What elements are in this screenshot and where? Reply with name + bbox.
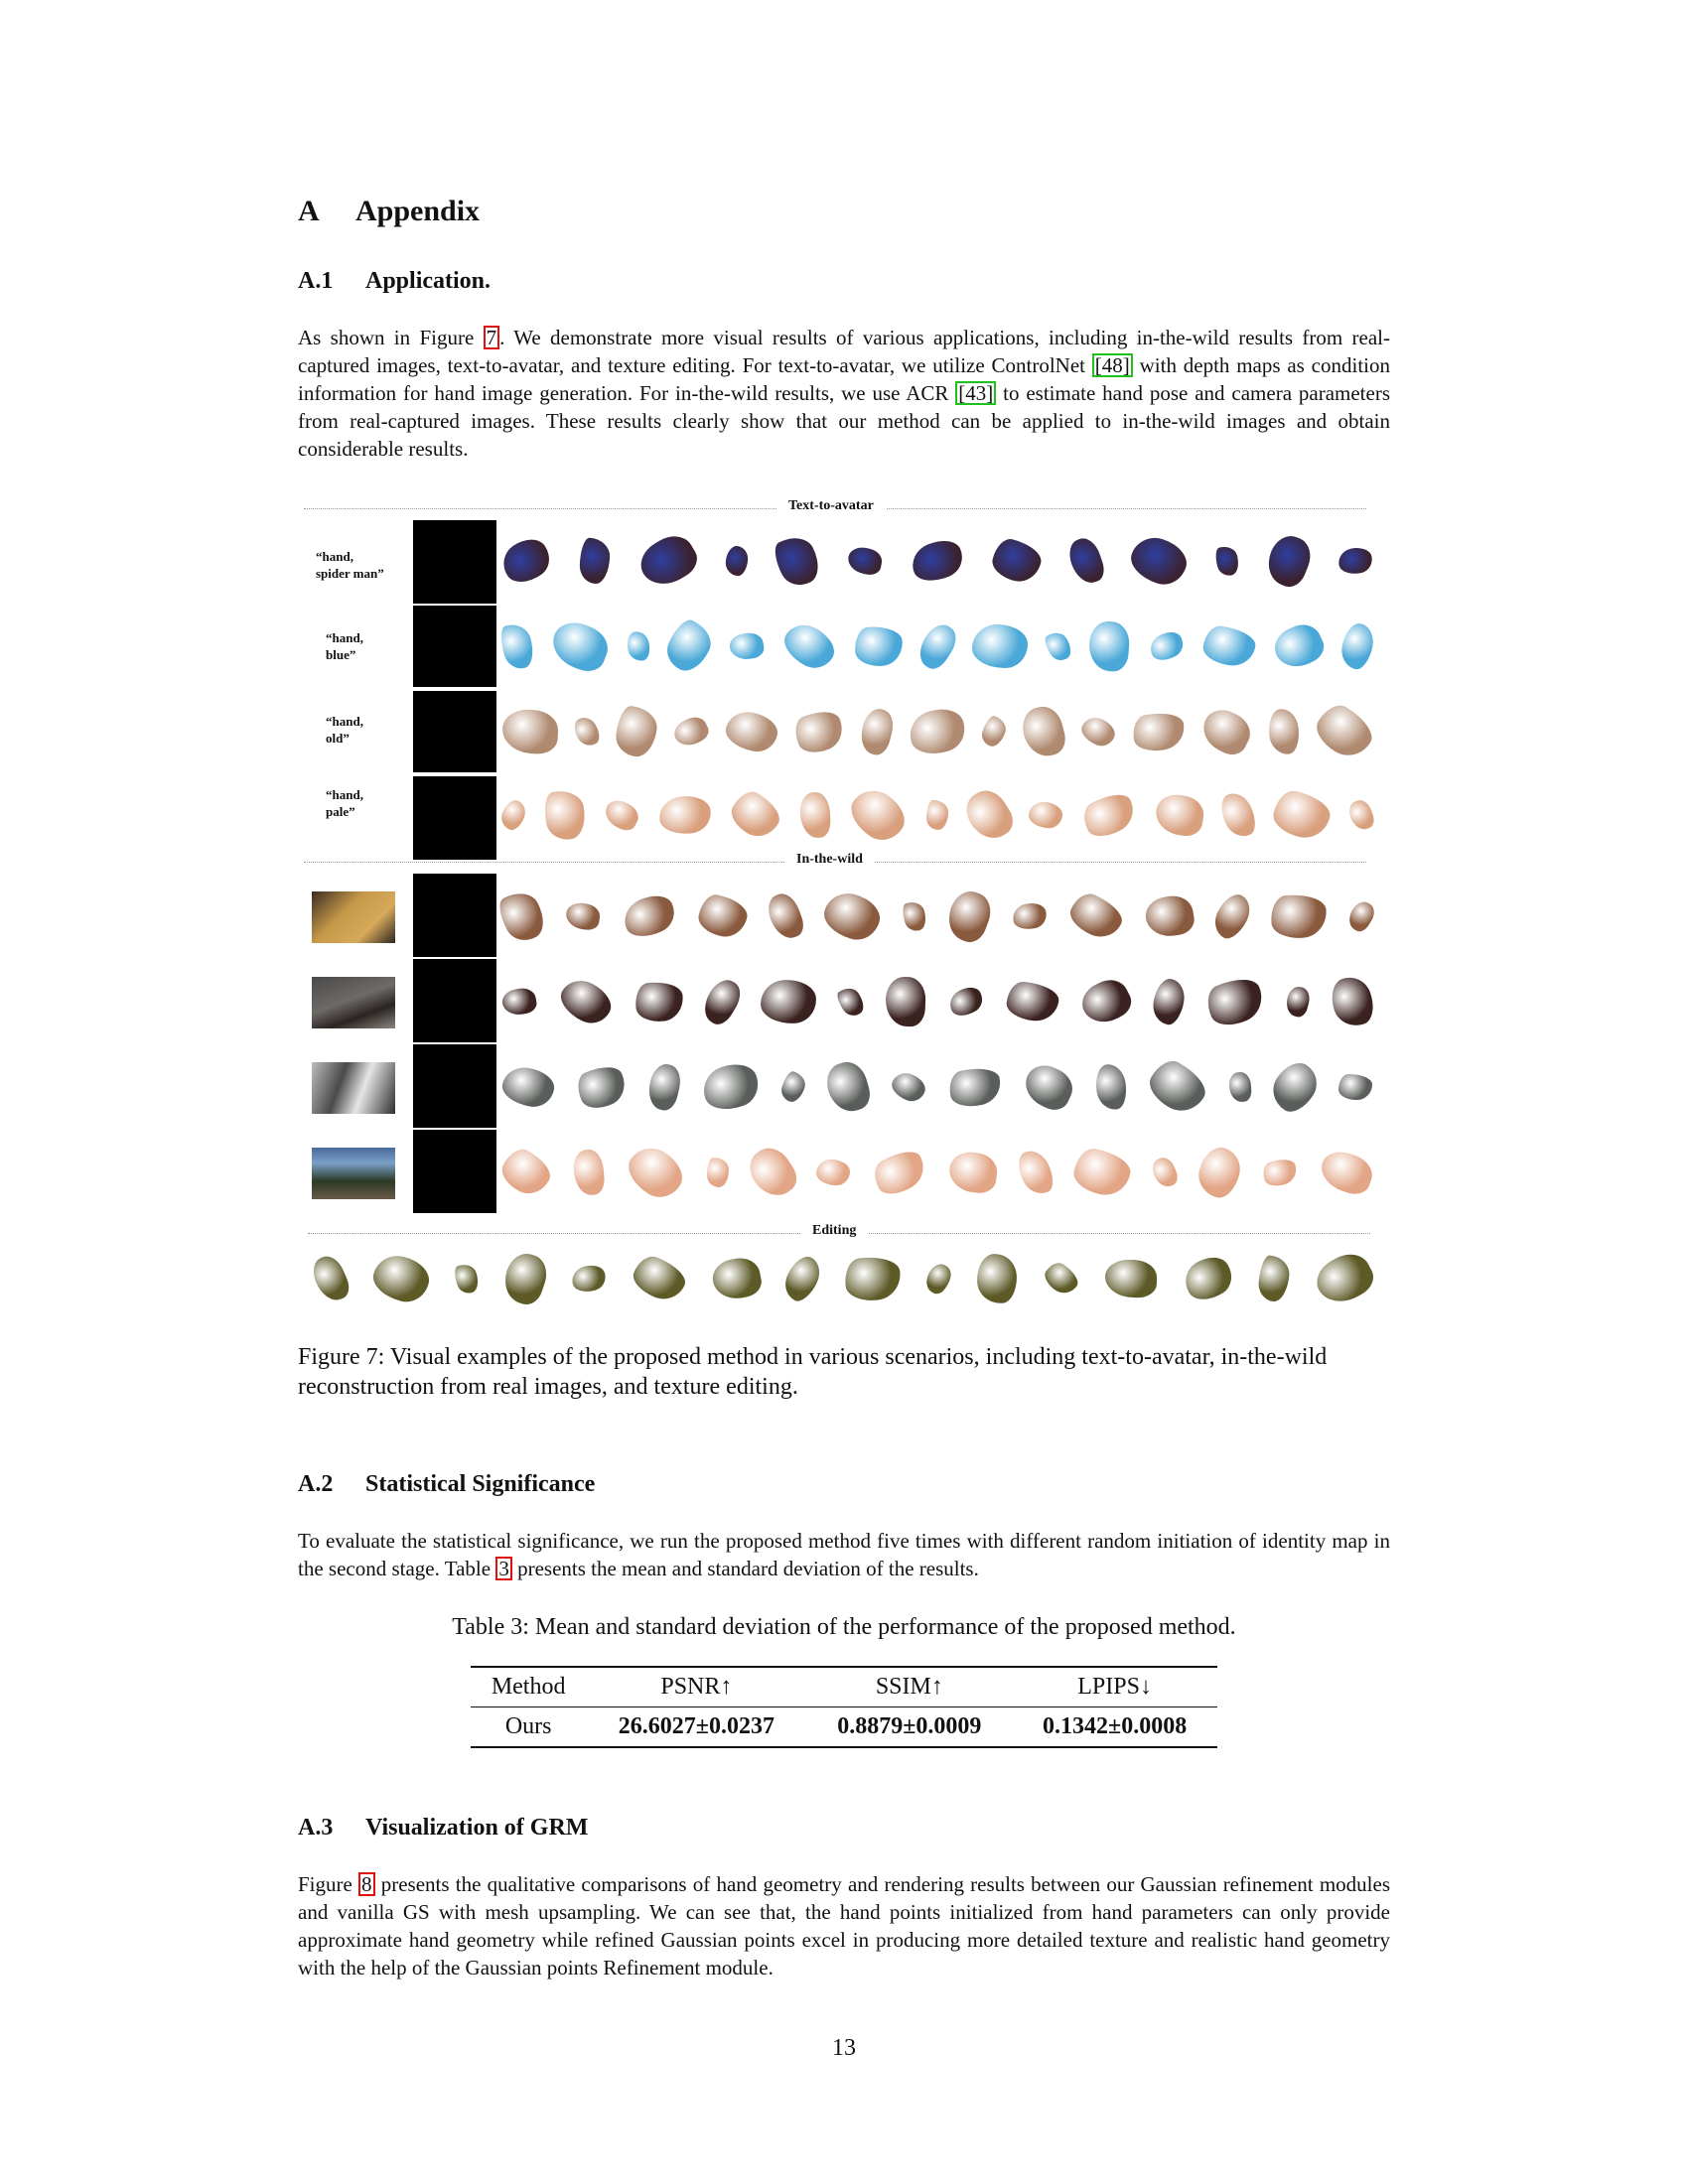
subsection-number: A.2 — [298, 1471, 334, 1497]
hand-render-image — [1005, 980, 1060, 1023]
hand-render-image — [1150, 977, 1188, 1027]
hand-render-image — [495, 531, 557, 591]
subsection-title: Visualization of GRM — [365, 1815, 589, 1841]
hand-render-image — [764, 889, 807, 943]
text-run: As shown in Figure — [298, 326, 484, 349]
render-row-editing — [316, 1243, 1372, 1314]
hand-render-image — [725, 786, 786, 845]
hand-render-image — [1153, 791, 1206, 838]
hand-render-image — [868, 1144, 931, 1202]
hand-render-image — [1257, 1255, 1291, 1302]
table-header-row — [471, 1667, 1217, 1707]
hand-render-image — [1011, 900, 1050, 933]
hand-render-image — [979, 714, 1010, 750]
figure-7-caption — [298, 1342, 1390, 1402]
hand-render-image — [546, 615, 614, 676]
hand-render-image — [1126, 531, 1193, 590]
hand-render-image — [572, 1149, 606, 1196]
hand-render-image — [989, 536, 1045, 586]
hand-render-image — [1019, 1059, 1078, 1116]
hand-render-image — [921, 1261, 955, 1297]
hand-render-image — [1336, 545, 1374, 577]
hand-render-image — [976, 1253, 1019, 1304]
citation-link[interactable]: [48] — [1092, 353, 1133, 377]
input-photo — [312, 891, 395, 943]
table-header-cell: SSIM↑ — [875, 1674, 943, 1700]
table-header-cell: LPIPS↓ — [1077, 1674, 1152, 1700]
hand-render-image — [1130, 709, 1188, 754]
hand-render-image — [709, 1255, 764, 1302]
figure-ref-link[interactable]: 7 — [484, 326, 500, 349]
results-table — [471, 1666, 1217, 1748]
hand-render-image — [1028, 801, 1063, 830]
hand-render-image — [644, 1061, 684, 1113]
hand-render-image — [1344, 897, 1379, 934]
hand-render-image — [1310, 1246, 1379, 1310]
band-label-text-to-avatar: Text-to-avatar — [776, 498, 886, 514]
hand-render-image — [657, 793, 713, 837]
hand-render-image — [769, 530, 826, 593]
hand-render-image — [633, 980, 685, 1024]
text-run: Figure — [298, 1872, 359, 1896]
prompt-label: “hand, spider man” — [316, 549, 384, 581]
subsection-number: A.1 — [298, 268, 334, 294]
hand-render-image — [913, 619, 962, 674]
table-cell: 0.1342±0.0008 — [1043, 1713, 1188, 1739]
hand-render-image — [1260, 1155, 1300, 1189]
render-row-wild-3 — [502, 1052, 1372, 1122]
hand-render-image — [1042, 627, 1076, 664]
input-photo — [312, 1148, 395, 1199]
page-number: 13 — [832, 2035, 856, 2061]
hand-render-image — [945, 982, 988, 1022]
section-number: A — [298, 195, 320, 227]
hand-render-image — [697, 1057, 765, 1117]
prompt-label: “hand, pale” — [326, 787, 363, 819]
hand-render-image — [570, 1262, 610, 1296]
citation-link[interactable]: [43] — [955, 381, 996, 405]
hand-render-image — [540, 787, 589, 844]
subsection-heading-a3 — [298, 1815, 1390, 1842]
text-run: presents the mean and standard deviation of the results. — [511, 1557, 979, 1580]
table-caption-text: Table 3: Mean and standard deviation of the performance of the proposed method. — [452, 1614, 1236, 1640]
hand-render-image — [888, 1069, 928, 1105]
hand-render-image — [833, 983, 868, 1020]
hand-render-image — [1310, 699, 1380, 765]
table-cell: Ours — [504, 1713, 552, 1739]
caption-label: Figure 7: — [298, 1344, 385, 1370]
hand-render-image — [621, 1140, 691, 1206]
hand-render-image — [1338, 1074, 1372, 1100]
hand-render-image — [1326, 972, 1379, 1031]
hand-render-image — [1228, 1071, 1252, 1102]
hand-render-image — [724, 545, 749, 577]
hand-render-image — [499, 1064, 556, 1110]
hand-render-image — [1077, 713, 1118, 750]
hand-render-image — [1070, 1146, 1133, 1199]
text-run: presents the qualitative comparisons of hand geometry and rendering results between our Gaussian refinement modules and vanilla GS with mesh upsampling. We can see that, the hand points initialized from hand parameters can only provide approximate hand geometry while refined Gaussian points excel in producing more detailed texture and realistic hand geometry with the help of the Gaussian points Refinement module. — [298, 1872, 1390, 1979]
table-header-cell: Method — [491, 1674, 566, 1700]
hand-render-image — [742, 1141, 802, 1204]
render-row-old — [502, 697, 1372, 766]
hand-render-image — [1145, 626, 1187, 665]
section-heading — [298, 195, 1390, 228]
hand-render-image — [614, 705, 659, 759]
hand-render-image — [1338, 620, 1377, 671]
table-ref-link[interactable]: 3 — [495, 1557, 512, 1580]
condition-image — [413, 1044, 496, 1128]
hand-render-image — [580, 537, 612, 584]
table-row — [471, 1707, 1217, 1748]
condition-image — [413, 520, 496, 604]
hand-render-image — [452, 1261, 483, 1297]
hand-render-image — [1201, 971, 1270, 1032]
hand-render-image — [695, 891, 750, 940]
condition-image — [413, 874, 496, 957]
condition-image — [413, 1130, 496, 1213]
hand-render-image — [1284, 985, 1313, 1019]
hand-render-image — [1269, 892, 1329, 941]
hand-render-image — [497, 797, 529, 833]
prompt-label: “hand, blue” — [326, 630, 363, 662]
table-cell: 0.8879±0.0009 — [837, 1713, 982, 1739]
hand-render-image — [498, 1249, 551, 1308]
paragraph-statistical-significance — [298, 1527, 1390, 1582]
hand-render-image — [625, 629, 652, 663]
hand-render-image — [854, 624, 905, 667]
hand-render-image — [308, 1252, 353, 1305]
figure-7 — [298, 496, 1390, 1310]
hand-render-image — [885, 976, 926, 1026]
hand-render-image — [798, 791, 830, 839]
hand-render-image — [633, 528, 703, 595]
hand-render-image — [843, 781, 914, 849]
table-header-cell: PSNR↑ — [660, 1674, 733, 1700]
hand-render-image — [907, 533, 969, 588]
hand-render-image — [942, 887, 997, 947]
hand-render-image — [1208, 889, 1256, 944]
hand-render-image — [900, 898, 929, 933]
hand-render-image — [1088, 620, 1131, 673]
hand-render-image — [1149, 1155, 1181, 1190]
hand-render-image — [1345, 797, 1376, 833]
render-row-pale — [502, 780, 1372, 850]
render-row-wild-4 — [502, 1138, 1372, 1207]
hand-render-image — [572, 1059, 632, 1115]
hand-render-image — [778, 1069, 808, 1104]
hand-render-image — [819, 887, 885, 945]
hand-render-image — [1064, 534, 1107, 587]
condition-image — [413, 776, 496, 860]
hand-render-image — [564, 901, 601, 931]
hand-render-image — [1200, 624, 1257, 669]
prompt-label: “hand, old” — [326, 714, 363, 746]
text-run: . We demonstrate more visual results of various applications, including in-the-wild results from real-captured images, text-to-avatar, and texture editing. For text-to-avatar, we utilize ControlNet — [298, 326, 1390, 377]
table-3 — [471, 1666, 1217, 1748]
hand-render-image — [777, 617, 841, 675]
hand-render-image — [1093, 1062, 1129, 1112]
text-run: To evaluate the statistical significance, we run the proposed method five times with different random initiation of identity map in the second stage. Table — [298, 1529, 1390, 1580]
render-row-spider-man — [502, 526, 1372, 596]
hand-render-image — [1265, 1055, 1326, 1119]
hand-render-image — [1178, 1249, 1239, 1307]
render-row-blue — [502, 612, 1372, 681]
hand-render-image — [554, 973, 618, 1029]
hand-render-image — [492, 885, 551, 947]
hand-render-image — [496, 620, 538, 672]
hand-render-image — [1105, 1260, 1158, 1298]
hand-render-image — [779, 1252, 826, 1305]
hand-render-image — [846, 545, 884, 577]
text-run: with depth maps as condition information for hand image generation. For in-the-wild results, we use ACR — [298, 353, 1390, 405]
hand-render-image — [501, 709, 559, 755]
hand-render-image — [1077, 786, 1141, 844]
hand-render-image — [760, 979, 817, 1024]
hand-render-image — [972, 624, 1028, 668]
hand-render-image — [1316, 1147, 1377, 1199]
hand-render-image — [842, 1254, 903, 1303]
table-3-caption — [0, 1612, 1688, 1642]
hand-render-image — [1065, 888, 1128, 944]
hand-render-image — [570, 714, 604, 751]
hand-render-image — [495, 1144, 556, 1201]
band-label-in-the-wild: In-the-wild — [784, 852, 875, 868]
hand-render-image — [670, 713, 712, 751]
hand-render-image — [368, 1251, 433, 1306]
render-row-wild-1 — [502, 882, 1372, 951]
subsection-heading-a2 — [298, 1471, 1390, 1498]
hand-render-image — [661, 615, 718, 677]
subsection-heading-a1 — [298, 268, 1390, 295]
hand-render-image — [1194, 1144, 1245, 1202]
subsection-title: Statistical Significance — [365, 1471, 596, 1497]
hand-render-image — [1040, 1259, 1082, 1299]
hand-render-image — [1266, 708, 1301, 756]
hand-render-image — [1143, 892, 1196, 939]
hand-render-image — [723, 708, 780, 754]
hand-render-image — [926, 800, 949, 830]
hand-render-image — [629, 1252, 690, 1306]
band-label-editing: Editing — [800, 1223, 868, 1239]
paragraph-application — [298, 324, 1390, 463]
hand-render-image — [958, 783, 1018, 847]
input-photo — [312, 1062, 395, 1114]
hand-render-image — [1215, 788, 1261, 842]
hand-render-image — [707, 1158, 730, 1187]
figure-ref-link[interactable]: 8 — [358, 1872, 375, 1896]
hand-render-image — [1012, 1146, 1058, 1199]
hand-render-image — [1270, 787, 1334, 842]
hand-render-image — [728, 631, 765, 661]
hand-render-image — [1018, 703, 1068, 760]
hand-render-image — [618, 888, 680, 944]
hand-render-image — [856, 706, 897, 757]
subsection-title: Application. — [365, 268, 492, 294]
hand-render-image — [947, 1150, 1000, 1195]
hand-render-image — [1261, 530, 1317, 591]
condition-image — [413, 959, 496, 1042]
hand-render-image — [905, 702, 971, 760]
text-run: to estimate hand pose and camera parameters from real-captured images. These results clearly show that our method can be applied to in-the-wild images and obtain considerable results. — [298, 381, 1390, 461]
hand-render-image — [1143, 1054, 1212, 1120]
caption-text: Visual examples of the proposed method in various scenarios, including text-to-avatar, in-the-wild reconstruction from real images, and texture editing. — [298, 1344, 1328, 1400]
hand-render-image — [790, 704, 849, 758]
hand-render-image — [1213, 544, 1242, 579]
hand-render-image — [815, 1159, 850, 1186]
hand-render-image — [1076, 973, 1137, 1029]
render-row-wild-2 — [502, 967, 1372, 1036]
table-cell: 26.6027±0.0237 — [618, 1713, 774, 1739]
hand-render-image — [822, 1057, 874, 1116]
hand-render-image — [1196, 703, 1257, 759]
hand-render-image — [1269, 618, 1329, 675]
condition-image — [413, 691, 496, 772]
paragraph-grm — [298, 1870, 1390, 1981]
input-photo — [312, 977, 395, 1028]
subsection-number: A.3 — [298, 1815, 334, 1841]
hand-render-image — [500, 986, 538, 1018]
hand-render-image — [946, 1063, 1005, 1111]
section-title: Appendix — [355, 195, 481, 227]
hand-render-image — [601, 796, 642, 834]
hand-render-image — [697, 975, 746, 1029]
condition-image — [413, 606, 496, 687]
